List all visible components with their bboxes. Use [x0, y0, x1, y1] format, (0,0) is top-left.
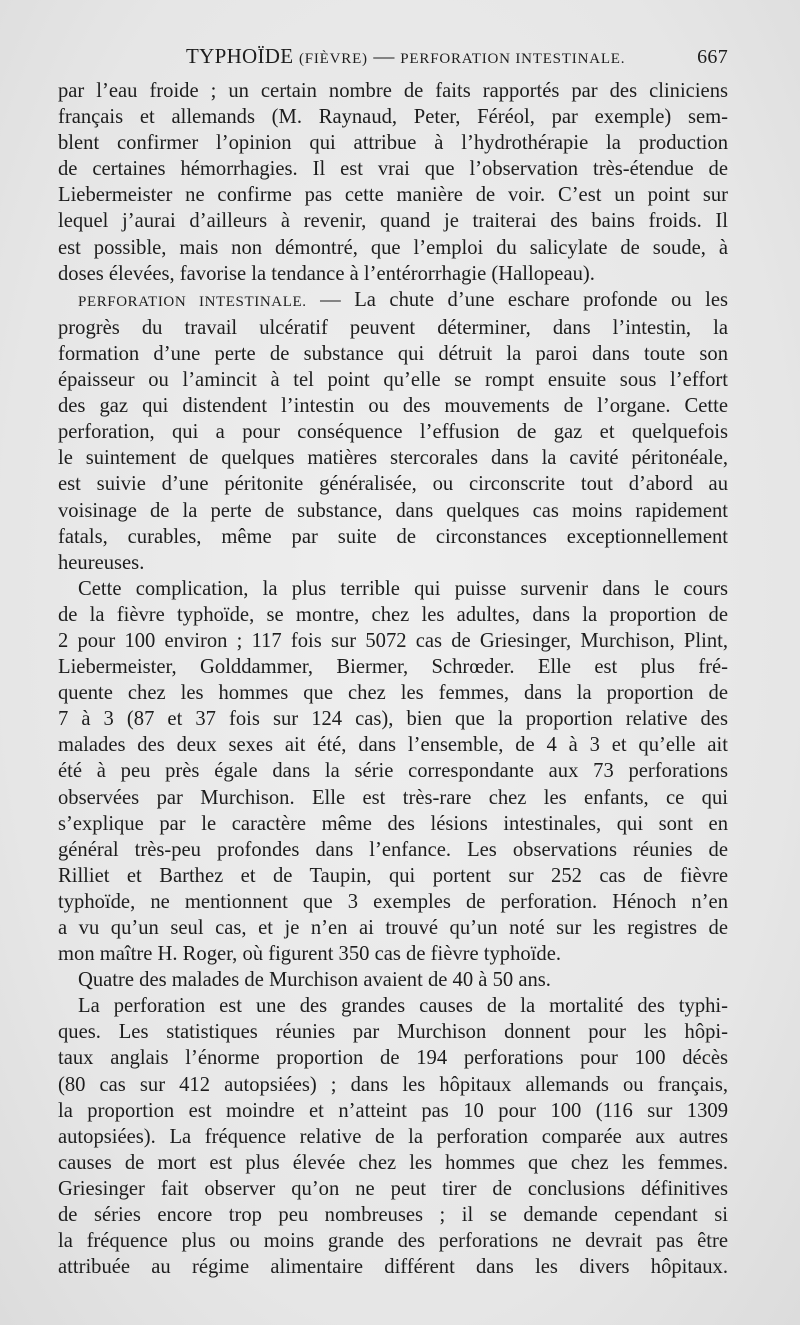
text-line-content: mon maître H. Roger, où figurent 350 cas de fièvre typhoïde.: [58, 943, 562, 966]
text-line-content: Quatre des malades de Murchison avaient de 40 à 50 ans.: [78, 969, 551, 992]
text-line-content: heureuses.: [58, 551, 145, 574]
text-line: [58, 471, 728, 497]
body-text: [58, 78, 728, 1280]
text-line-content: épaisseur ou l’amincit à tel point qu’elle se rompt ensuite sous l’effort: [58, 369, 728, 392]
text-line: [58, 993, 728, 1019]
text-line-content: — La chute d’une eschare profonde ou les: [306, 288, 728, 311]
text-line: [58, 941, 728, 967]
text-line-content: s’explique par le caractère même des lésions intestinales, qui sont en: [58, 812, 728, 835]
text-line-content: Rilliet et Barthez et de Taupin, qui portent sur 252 cas de fièvre: [58, 864, 728, 887]
text-line-content: observées par Murchison. Elle est très-rare chez les enfants, ce qui: [58, 786, 728, 809]
text-line: [58, 680, 728, 706]
text-line: [58, 811, 728, 837]
text-line-content: attribuée au régime alimentaire différent dans les divers hôpitaux.: [58, 1256, 728, 1279]
text-line: [58, 863, 728, 889]
text-line: [58, 550, 728, 576]
text-line-content: doses élevées, favorise la tendance à l’entérorrhagie (Hallopeau).: [58, 262, 595, 285]
text-line: [58, 732, 728, 758]
text-line: [58, 235, 728, 261]
title-paren: (FIÈVRE): [298, 51, 368, 67]
text-line: [58, 498, 728, 524]
text-line: [58, 78, 728, 104]
text-line-content: des gaz qui distendent l’intestin ou des mouvements de l’organe. Cette: [58, 395, 728, 418]
text-line-content: le suintement de quelques matières stercorales dans la cavité péritonéale,: [58, 447, 728, 470]
text-line-content: Cette complication, la plus terrible qui puisse survenir dans le cours: [78, 577, 728, 600]
text-line: [58, 576, 728, 602]
text-line: [58, 393, 728, 419]
text-line: [58, 182, 728, 208]
section-heading: PERFORATION INTESTINALE.: [78, 293, 307, 310]
text-line-content: typhoïde, ne mentionnent que 3 exemples de perforation. Hénoch n’en: [58, 890, 728, 913]
text-line: [58, 1098, 728, 1124]
title-section: PERFORATION INTESTINALE.: [400, 51, 626, 67]
text-line-content: de séries encore trop peu nombreuses ; il se demande cependant si: [58, 1204, 728, 1227]
text-line-content: est possible, mais non démontré, que l’emploi du salicylate de soude, à: [58, 236, 728, 259]
text-line: [58, 628, 728, 654]
text-line: [58, 785, 728, 811]
title-dash: —: [373, 44, 395, 68]
text-line-content: lequel j’aurai d’ailleurs à revenir, quand je traiterai des bains froids. Il: [58, 210, 728, 233]
text-line-content: Griesinger fait observer qu’on ne peut tirer de conclusions définitives: [58, 1177, 728, 1200]
text-line-content: de certaines hémorrhagies. Il est vrai que l’observation très-étendue de: [58, 158, 728, 181]
text-line: [58, 524, 728, 550]
text-line: [58, 1228, 728, 1254]
text-line-content: La perforation est une des grandes causes de la mortalité des typhi-: [78, 995, 728, 1018]
text-line: [58, 104, 728, 130]
running-header: [58, 44, 728, 78]
text-line-content: ques. Les statistiques réunies par Murchison donnent pour les hôpi-: [58, 1021, 728, 1044]
text-line: [58, 130, 728, 156]
text-line-content: de la fièvre typhoïde, se montre, chez les adultes, dans la proportion de: [58, 603, 728, 626]
text-line-content: autopsiées). La fréquence relative de la perforation comparée aux autres: [58, 1125, 728, 1148]
text-line: [58, 156, 728, 182]
text-line: [58, 341, 728, 367]
text-line-content: par l’eau froide ; un certain nombre de faits rapportés par des cliniciens: [58, 80, 728, 102]
text-line: [58, 315, 728, 341]
text-line: [58, 1176, 728, 1202]
text-line-content: 2 pour 100 environ ; 117 fois sur 5072 cas de Griesinger, Murchison, Plint,: [58, 629, 728, 652]
text-line: [58, 1019, 728, 1045]
text-line-content: progrès du travail ulcératif peuvent déterminer, dans l’intestin, la: [58, 316, 728, 339]
text-line: [58, 967, 728, 993]
text-line: [58, 1072, 728, 1098]
text-line: [58, 419, 728, 445]
text-line: [58, 889, 728, 915]
text-line: [58, 367, 728, 393]
text-line: [58, 208, 728, 234]
text-line: [58, 1150, 728, 1176]
text-line-content: causes de mort est plus élevée chez les hommes que chez les femmes.: [58, 1151, 728, 1174]
text-line-content: été à peu près égale dans la série correspondante aux 73 perforations: [58, 760, 728, 783]
text-line: [58, 654, 728, 680]
text-line: [58, 1124, 728, 1150]
text-line: [58, 915, 728, 941]
text-line-content: la proportion est moindre et n’atteint pas 10 pour 100 (116 sur 1309: [58, 1099, 728, 1122]
text-line-content: taux anglais l’énorme proportion de 194 perforations pour 100 décès: [58, 1047, 728, 1070]
text-line-content: formation d’une perte de substance qui détruit la paroi dans toute son: [58, 342, 728, 365]
text-line-content: la fréquence plus ou moins grande des perforations ne devrait pas être: [58, 1230, 728, 1253]
text-line-content: général très-peu profondes dans l’enfance. Les observations réunies de: [58, 838, 728, 861]
running-title: [186, 44, 625, 69]
text-line-content: est suivie d’une péritonite généralisée, ou circonscrite tout d’abord au: [58, 473, 728, 496]
title-main: TYPHOÏDE: [186, 44, 294, 68]
text-line: [58, 1254, 728, 1280]
text-line: [58, 837, 728, 863]
text-line-content: fatals, curables, même par suite de circonstances exceptionnellement: [58, 525, 728, 548]
text-line-content: a vu qu’un seul cas, et je n’en ai trouvé qu’un noté sur les registres de: [58, 917, 728, 939]
text-line-content: voisinage de la perte de substance, dans quelques cas moins rapidement: [58, 499, 728, 522]
text-line: [58, 706, 728, 732]
text-line-content: Liebermeister, Golddammer, Biermer, Schrœder. Elle est plus fré-: [58, 656, 728, 679]
text-line-content: malades des deux sexes ait été, dans l’ensemble, de 4 à 3 et qu’elle ait: [58, 734, 728, 757]
text-line-content: 7 à 3 (87 et 37 fois sur 124 cas), bien que la proportion relative des: [58, 708, 728, 731]
text-line-content: (80 cas sur 412 autopsiées) ; dans les hôpitaux allemands ou français,: [58, 1073, 728, 1096]
text-line: [58, 602, 728, 628]
text-line-content: blent confirmer l’opinion qui attribue à l’hydrothérapie la production: [58, 132, 728, 155]
text-line: [58, 758, 728, 784]
text-line: [58, 1045, 728, 1071]
text-line: [58, 261, 728, 287]
text-line: [58, 445, 728, 471]
text-line-content: quente chez les hommes que chez les femmes, dans la proportion de: [58, 682, 728, 705]
text-line-content: Liebermeister ne confirme pas cette manière de voir. C’est un point sur: [58, 184, 728, 207]
page-number: 667: [697, 46, 728, 68]
text-line-content: perforation, qui a pour conséquence l’effusion de gaz et quelquefois: [58, 421, 728, 444]
text-line: [58, 287, 728, 315]
text-line: [58, 1202, 728, 1228]
text-line-content: français et allemands (M. Raynaud, Peter, Féréol, par exemple) sem-: [58, 106, 728, 129]
